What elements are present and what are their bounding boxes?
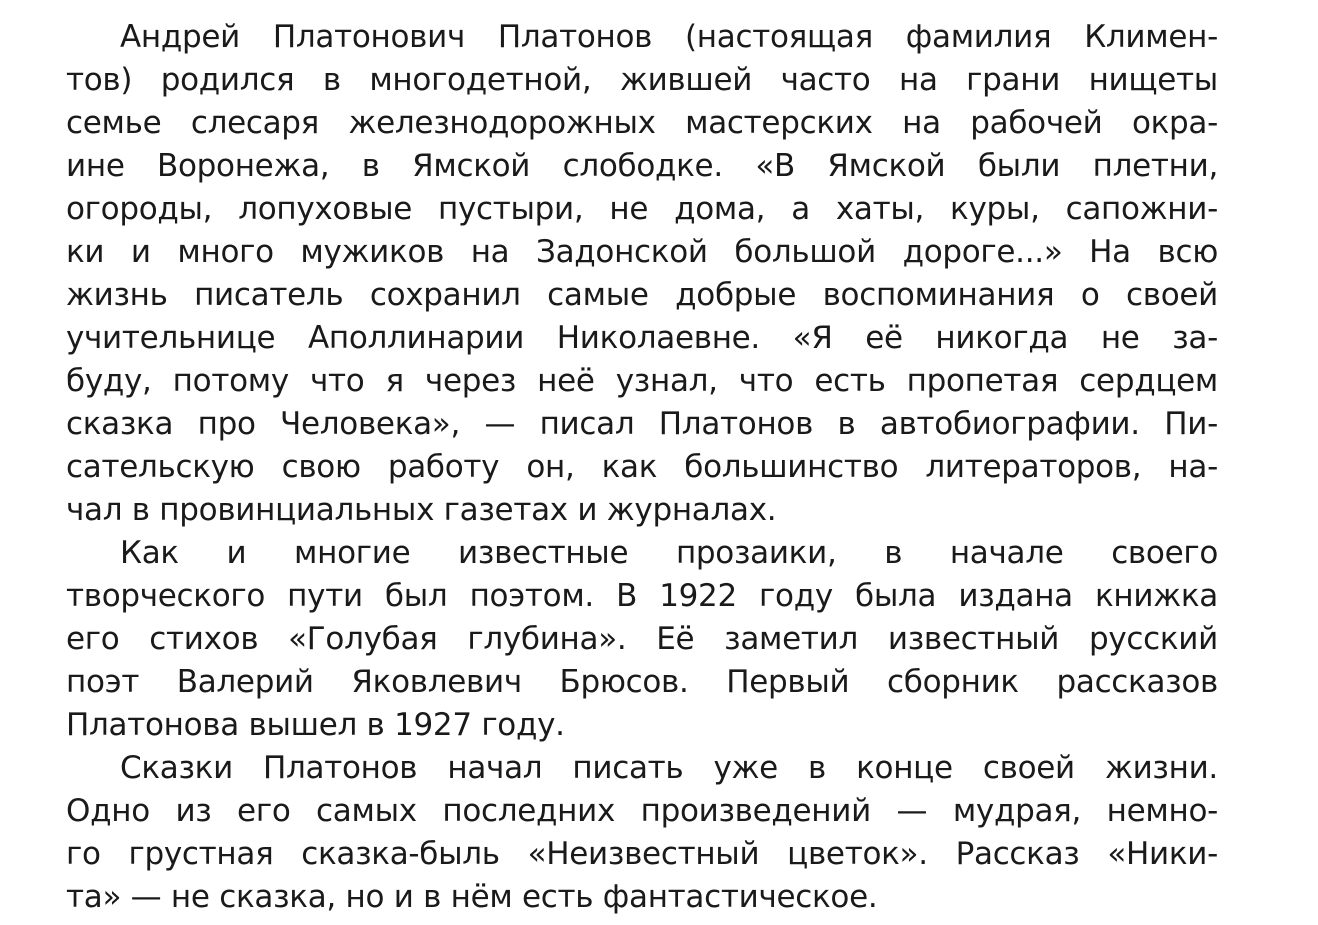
- paragraph-line: Сказки Платонов начал писать уже в конце своей жизни.: [120, 750, 1218, 786]
- paragraph-line: Платонова вышел в 1927 году.: [66, 707, 565, 743]
- paragraph-line: Одно из его самых последних произведений — мудрая, немно-: [66, 793, 1218, 829]
- paragraph-1: [66, 16, 1218, 532]
- paragraph-line: го грустная сказка-быль «Неизвестный цветок». Рассказ «Ники-: [66, 836, 1218, 872]
- paragraph-line: сказка про Человека», — писал Платонов в автобиографии. Пи-: [66, 406, 1218, 442]
- paragraph-line: жизнь писатель сохранил самые добрые воспоминания о своей: [66, 277, 1218, 313]
- paragraph-line: поэт Валерий Яковлевич Брюсов. Первый сборник рассказов: [66, 664, 1218, 700]
- paragraph-line: семье слесаря железнодорожных мастерских на рабочей окра-: [66, 105, 1218, 141]
- paragraph-line: огороды, лопуховые пустыри, не дома, а хаты, куры, сапожни-: [66, 191, 1218, 227]
- paragraph-3: [66, 747, 1218, 919]
- paragraph-line: ине Воронежа, в Ямской слободке. «В Ямской были плетни,: [66, 148, 1218, 184]
- text-page: [66, 16, 1218, 919]
- paragraph-line: чал в провинциальных газетах и журналах.: [66, 492, 777, 528]
- paragraph-2: [66, 532, 1218, 747]
- paragraph-line: ки и много мужиков на Задонской большой дороге...» На всю: [66, 234, 1218, 270]
- paragraph-line: Как и многие известные прозаики, в начале своего: [120, 535, 1218, 571]
- paragraph-line: сательскую свою работу он, как большинство литераторов, на-: [66, 449, 1218, 485]
- paragraph-line: Андрей Платонович Платонов (настоящая фамилия Климен-: [120, 19, 1218, 55]
- paragraph-line: его стихов «Голубая глубина». Её заметил известный русский: [66, 621, 1218, 657]
- paragraph-line: творческого пути был поэтом. В 1922 году была издана книжка: [66, 578, 1218, 614]
- paragraph-line: учительнице Аполлинарии Николаевне. «Я её никогда не за-: [66, 320, 1218, 356]
- paragraph-line: буду, потому что я через неё узнал, что есть пропетая сердцем: [66, 363, 1218, 399]
- paragraph-line: та» — не сказка, но и в нём есть фантастическое.: [66, 879, 878, 915]
- paragraph-line: тов) родился в многодетной, жившей часто на грани нищеты: [66, 62, 1218, 98]
